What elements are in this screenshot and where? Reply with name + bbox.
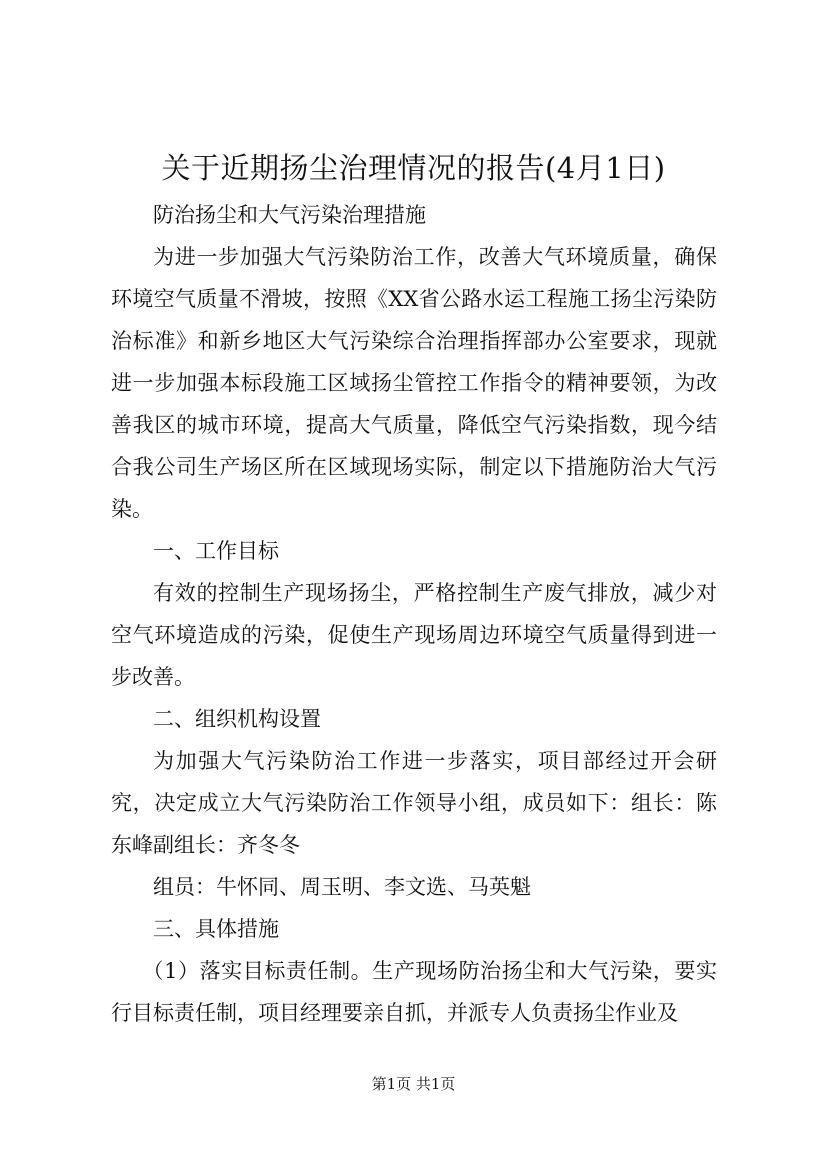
intro-paragraph: 为进一步加强大气污染防治工作，改善大气环境质量，确保环境空气质量不滑坡，按照《XX省公路水运工程施工扬尘污染防治标准》和新乡地区大气污染综合治理指挥部办公室要求，现就进一步加强本标段施工区域扬尘管控工作指令的精神要领，为改善我区的城市环境，提高大气质量，降低空气污染指数，现今结合我公司生产场区所在区域现场实际，制定以下措施防治大气污染。	[111, 245, 717, 521]
organization-paragraph: 为加强大气污染防治工作进一步落实，项目部经过开会研究，决定成立大气污染防治工作领导小组，成员如下：组长：陈东峰副组长：齐冬冬	[111, 749, 717, 857]
document-body	[111, 194, 717, 1034]
members-paragraph: 组员：牛怀同、周玉明、李文选、马英魁	[153, 875, 531, 899]
document-title: 关于近期扬尘治理情况的报告(4月1日)	[161, 151, 666, 185]
measure-item-1: （1）落实目标责任制。生产现场防治扬尘和大气污染，要实行目标责任制，项目经理要亲自抓，并派专人负责扬尘作业及	[111, 959, 717, 1025]
heading-measures: 三、具体措施	[153, 917, 279, 941]
work-goals-paragraph: 有效的控制生产现场扬尘，严格控制生产废气排放，减少对空气环境造成的污染，促使生产现场周边环境空气质量得到进一步改善。	[111, 581, 717, 689]
heading-work-goals: 一、工作目标	[153, 539, 279, 563]
page-number-footer: 第1页 共1页	[371, 1075, 456, 1093]
heading-organization: 二、组织机构设置	[153, 707, 321, 731]
section-subtitle: 防治扬尘和大气污染治理措施	[153, 203, 426, 227]
